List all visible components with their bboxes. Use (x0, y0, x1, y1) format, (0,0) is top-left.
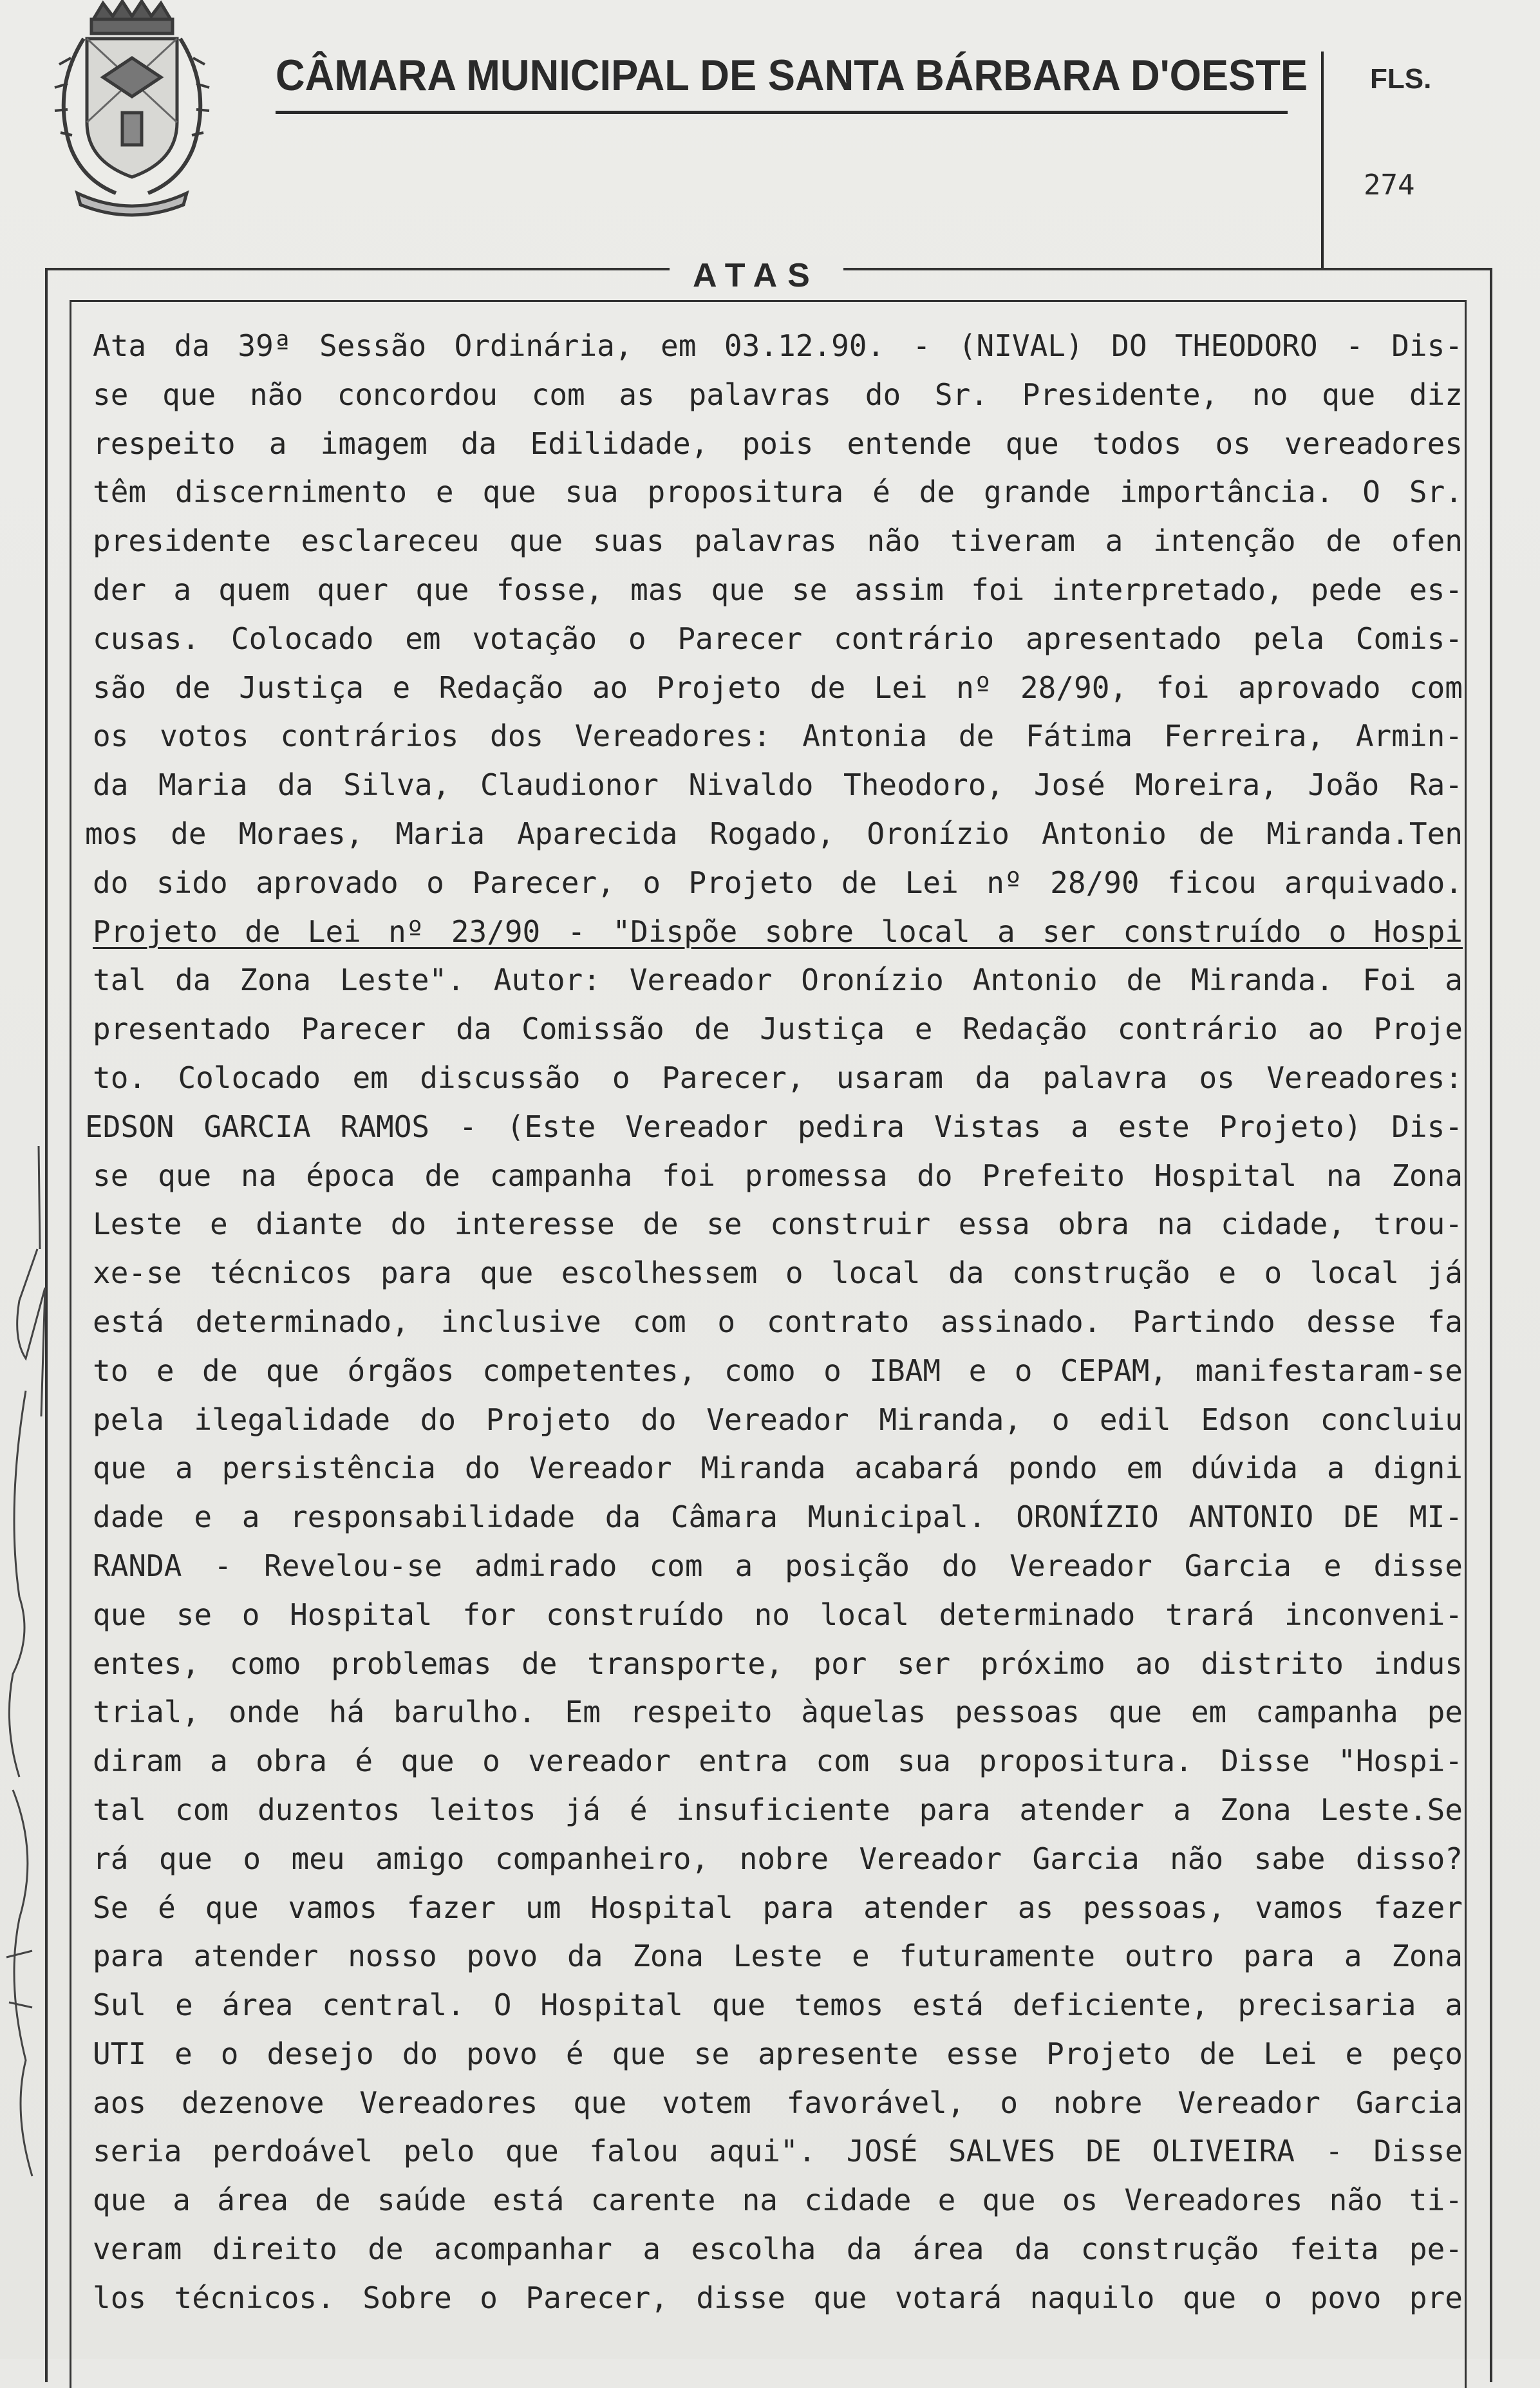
text-line: to. Colocado em discussão o Parecer, usaram da palavra os Vereadores: (93, 1060, 1463, 1095)
text-line: Leste e diante do interesse de se construir essa obra na cidade, trou- (93, 1207, 1463, 1242)
text-line: mos de Moraes, Maria Aparecida Rogado, Oronízio Antonio de Miranda.Ten (85, 816, 1463, 851)
text-line: xe-se técnicos para que escolhessem o local da construção e o local já (93, 1255, 1463, 1291)
text-line: rá que o meu amigo companheiro, nobre Vereador Garcia não sabe disso? (93, 1841, 1463, 1876)
text-line: der a quem quer que fosse, mas que se assim foi interpretado, pede es- (93, 572, 1463, 607)
text-line: os votos contrários dos Vereadores: Antonia de Fátima Ferreira, Armin- (93, 719, 1463, 754)
text-line: tal da Zona Leste". Autor: Vereador Oronízio Antonio de Miranda. Foi a (93, 963, 1463, 998)
text-line: respeito a imagem da Edilidade, pois entende que todos os vereadores (93, 426, 1463, 461)
text-line: cusas. Colocado em votação o Parecer contrário apresentado pela Comis- (93, 621, 1463, 656)
organization-title: CÂMARA MUNICIPAL DE SANTA BÁRBARA D'OESTE (276, 51, 1308, 100)
text-line: diram a obra é que o vereador entra com sua propositura. Disse "Hospi- (93, 1744, 1463, 1779)
folio-label: FLS. (1370, 63, 1432, 95)
text-line-bill-heading: Projeto de Lei nº 23/90 - "Dispõe sobre local a ser construído o Hospi (93, 914, 1463, 949)
text-line: entes, como problemas de transporte, por ser próximo ao distrito indus (93, 1646, 1463, 1681)
text-line: pela ilegalidade do Projeto do Vereador Miranda, o edil Edson concluiu (93, 1402, 1463, 1437)
text-line: Ata da 39ª Sessão Ordinária, em 03.12.90. - (NIVAL) DO THEODORO - Dis- (93, 328, 1463, 363)
text-line: que a persistência do Vereador Miranda acabará pondo em dúvida a digni (93, 1451, 1463, 1486)
text-line: para atender nosso povo da Zona Leste e futuramente outro para a Zona (93, 1939, 1463, 1974)
text-line: que se o Hospital for construído no local determinado trará inconveni- (93, 1597, 1463, 1632)
text-line: presidente esclareceu que suas palavras não tiveram a intenção de ofen (93, 523, 1463, 559)
text-line: Sul e área central. O Hospital que temos está deficiente, precisaria a (93, 1988, 1463, 2023)
text-line: que a área de saúde está carente na cidade e que os Vereadores não ti- (93, 2183, 1463, 2218)
text-line: aos dezenove Vereadores que votem favorável, o nobre Vereador Garcia (93, 2085, 1463, 2120)
text-line: los técnicos. Sobre o Parecer, disse que votará naquilo que o povo pre (93, 2280, 1463, 2315)
text-line: são de Justiça e Redação ao Projeto de Lei nº 28/90, foi aprovado com (93, 670, 1463, 705)
text-line: presentado Parecer da Comissão de Justiça e Redação contrário ao Proje (93, 1011, 1463, 1047)
municipal-coat-of-arms-icon (32, 0, 225, 219)
section-title: ATAS (670, 256, 843, 295)
text-line: da Maria da Silva, Claudionor Nivaldo Theodoro, José Moreira, João Ra- (93, 767, 1463, 803)
text-line: seria perdoável pelo que falou aqui". JOSÉ SALVES DE OLIVEIRA - Disse (93, 2134, 1463, 2169)
text-line: se que não concordou com as palavras do Sr. Presidente, no que diz (93, 377, 1463, 412)
margin-signature-icon (0, 1146, 77, 2241)
folio-divider (1321, 52, 1324, 270)
text-line: UTI e o desejo do povo é que se apresente esse Projeto de Lei e peço (93, 2036, 1463, 2071)
text-line: trial, onde há barulho. Em respeito àquelas pessoas que em campanha pe (93, 1695, 1463, 1730)
text-line: EDSON GARCIA RAMOS - (Este Vereador pedira Vistas a este Projeto) Dis- (85, 1109, 1463, 1144)
folio-number: 274 (1364, 169, 1415, 202)
text-line: Se é que vamos fazer um Hospital para atender as pessoas, vamos fazer (93, 1890, 1463, 1925)
text-line: to e de que órgãos competentes, como o IBAM e o CEPAM, manifestaram-se (93, 1353, 1463, 1388)
title-underline (276, 111, 1288, 114)
text-line: tal com duzentos leitos já é insuficiente para atender a Zona Leste.Se (93, 1792, 1463, 1827)
text-line: está determinado, inclusive com o contrato assinado. Partindo desse fa (93, 1304, 1463, 1339)
minutes-body (85, 322, 1463, 2323)
text-line: do sido aprovado o Parecer, o Projeto de Lei nº 28/90 ficou arquivado. (93, 865, 1463, 900)
text-line: têm discernimento e que sua propositura é de grande importância. O Sr. (93, 475, 1463, 510)
text-line: veram direito de acompanhar a escolha da área da construção feita pe- (93, 2232, 1463, 2267)
text-line: dade e a responsabilidade da Câmara Municipal. ORONÍZIO ANTONIO DE MI- (93, 1500, 1463, 1535)
text-line: se que na época de campanha foi promessa do Prefeito Hospital na Zona (93, 1158, 1463, 1193)
text-line: RANDA - Revelou-se admirado com a posição do Vereador Garcia e disse (93, 1548, 1463, 1583)
